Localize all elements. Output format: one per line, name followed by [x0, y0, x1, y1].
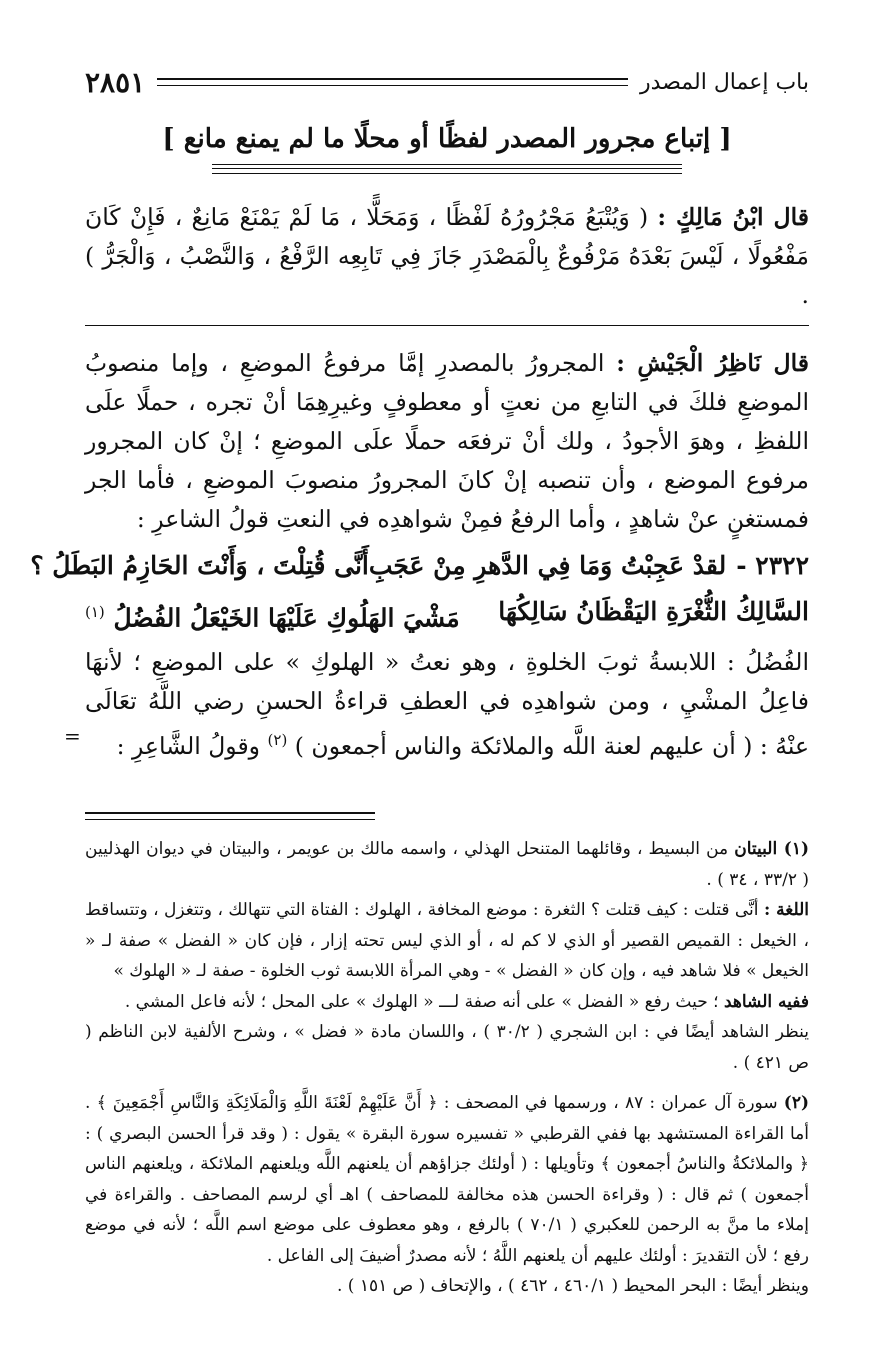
verse-line-1 — [30, 543, 809, 589]
running-header — [85, 62, 809, 102]
ibn-malik-text: ( وَيُتْبَعُ مَجْرُورُهُ لَفْظًا ، وَمَحَلًّا ، مَا لَمْ يَمْنَعْ مَانِعٌ ، فَإِنْ كَانَ مَفْعُولًا ، لَيْسَ بَعْدَهُ مَرْفُوعٌ بِالْمَصْدَرِ جَازَ فِي تَابِعِه الرَّفْعُ ، وَالنَّصْبُ ، وَالْجَرُّ ) . — [85, 203, 809, 309]
verse-hemistich-2a: السَّالِكُ الثُّغْرَةِ اليَقْظَانُ سَالِكُهَا — [498, 597, 809, 626]
matn-separator — [85, 325, 809, 326]
page-number: ٢٨٥١ — [85, 65, 146, 99]
margin-equals-mark: = — [64, 724, 81, 748]
section-title-block — [85, 124, 809, 174]
nazir-paragraph — [85, 344, 809, 539]
verse-hemistich-2b — [85, 589, 460, 641]
verse-number: ٢٣٢٢ - — [736, 551, 809, 580]
verse-hemistich-1b: أَنَّى قُتِلْتَ ، وَأَنْتَ الحَازِمُ البَطَلُ ؟ — [30, 551, 369, 580]
verse-hemistich-1a — [369, 543, 809, 589]
footnote-2-see-also — [85, 1271, 809, 1302]
footnote-1-shahid — [85, 987, 809, 1018]
footnote-shahid-text: ؛ حيث رفع « الفضل » على أنه صفة لـــ « الهلوك » على المحل ؛ لأنه فاعل المشي . — [124, 991, 719, 1012]
header-rule — [157, 78, 628, 86]
nazir-speaker: قال نَاظِرُ الْجَيْشِ : — [616, 349, 809, 377]
verse-line-2 — [85, 589, 809, 641]
title-underline — [212, 164, 682, 174]
section-title: [ إتباع مجرور المصدر لفظًا أو محلًا ما لم يمنع مانع ] — [162, 124, 732, 154]
footnote-2-text: سورة آل عمران : ٨٧ ، ورسمها في المصحف : ﴿ أَنَّ عَلَيْهِمْ لَعْنَةَ اللَّهِ وَالْمَلَائِكَةِ وَالنَّاسِ أَجْمَعِينَ ﴾ . أما القراءة المستشهد بها ففي القرطبي « تفسيره سورة البقرة » يقول : ( وقد قرأ الحسن البصري ) : ﴿ والملائكةُ والناسُ أجمعون ﴾ وتأويلها : ( أولئك جزاؤهم أن يلعنهم اللَّه ويلعنهم الملائكة ، ويلعنهم الناس أجمعون ) ثم قال : ( وقراءة الحسن هذه مخالفة للمصاحف ) اهـ أي لرسم المصاحف . والقراءة في إملاء ما منَّ به الرحمن للعكبري ( ٧٠/١ ) بالرفع ، وهو معطوف على موضع اسم اللَّه ؛ لأنه في موضع رفع ؛ لأن التقديرَ : أولئك عليهم أن يلعنهم اللَّهُ ؛ لأنه مصدرٌ أضيفَ إلى الفاعل . — [85, 1093, 809, 1266]
fudul-text-before: الفُضُلُ : اللابسةُ ثوبَ الخلوةِ ، وهو نعتُ « الهلوكِ » على الموضعِ ؛ لأنهَا فاعِلُ المشْيِ ، ومن شواهدِه في العطفِ قراءةُ الحسنِ رضي اللَّهُ تعَالَى عنْهُ : ( أن عليهم لعنة اللَّه والملائكة والناس أجمعون ) — [85, 648, 809, 761]
footnote-1-see-also — [85, 1017, 809, 1078]
verse-line2-left: مَشْيَ الهَلُوكِ عَلَيْهَا الخَيْعَلُ الفُضُلُ — [113, 603, 460, 633]
chapter-title: باب إعمال المصدر — [640, 69, 809, 95]
verse-line1-right: لقدْ عَجِبْتُ وَمَا فِي الدَّهرِ مِنْ عَجَبِ — [368, 551, 727, 580]
footnote-2-label: (٢) — [783, 1093, 810, 1114]
fudul-text-after: وقولُ الشَّاعِرِ : — [116, 732, 261, 761]
footnote-1-label: (١) البيتان — [734, 839, 810, 860]
ibn-malik-paragraph — [85, 198, 809, 315]
footnote-2 — [85, 1088, 809, 1271]
footnotes — [85, 834, 809, 1302]
footnote-1 — [85, 834, 809, 895]
footnote-ref-2[interactable]: (٢) — [267, 731, 288, 750]
footnote-2-see-text: وينظر أيضًا : البحر المحيط ( ٤٦٠/١ ، ٤٦٢ ) ، والإتحاف ( ص ١٥١ ) . — [336, 1276, 809, 1297]
footnote-separator — [85, 812, 375, 820]
footnote-lugha-text: أنَّى قتلت : كيف قتلت ؟ الثغرة : موضع المخافة ، الهلوك : الفتاة التي تتهالك ، وتتغزل ، وتتساقط ، الخيعل : القميص القصير أو الذي لا كم له ، أو الذي ليس تحته إزار ، فإن كان « الفضل » صفة لـ « الخيعل » فلا شاهد فيه ، وإن كان « الفضل » - وهي المرأة اللابسة ثوب الخلوة - صفة لـ « الهلوك » — [85, 900, 809, 982]
verse-block — [30, 543, 809, 641]
nazir-text: المجرورُ بالمصدرِ إمَّا مرفوعُ الموضعِ ، وإما منصوبُ الموضعِ فلكَ في التابعِ من نعتٍ أو معطوفٍ وغيرِهِمَا أنْ تجره ، حملًا علَى اللفظِ ، وهوَ الأجودُ ، ولك أنْ ترفعَه حملًا علَى الموضعِ ؛ إنْ كان المجرور مرفوع الموضع ، وأن تنصبه إنْ كانَ المجرورُ منصوبَ الموضعِ ، فأما الجر فمستغنٍ عنْ شاهدٍ ، وأما الرفعُ فمِنْ شواهدِه في النعتِ قولُ الشاعرِ : — [85, 349, 809, 533]
fudul-paragraph — [85, 643, 809, 766]
footnote-lugha-label: اللغة : — [763, 900, 809, 921]
footnote-1-lugha — [85, 895, 809, 987]
footnote-see-text: ينظر الشاهد أيضًا في : ابن الشجري ( ٣٠/٢ ) ، واللسان مادة « فضل » ، وشرح الألفية لابن الناظم ( ص ٤٢١ ) . — [85, 1022, 809, 1073]
footnote-shahid-label: ففيه الشاهد — [723, 991, 809, 1012]
ibn-malik-speaker: قال ابْنُ مَالِكٍ : — [657, 203, 809, 231]
footnote-1-text: من البسيط ، وقائلهما المتنحل الهذلي ، واسمه مالك بن عويمر ، والبيتان في ديوان الهذليين ( ٣٣/٢ ، ٣٤ ) . — [85, 839, 809, 890]
footnote-ref-1[interactable]: (١) — [85, 603, 105, 621]
